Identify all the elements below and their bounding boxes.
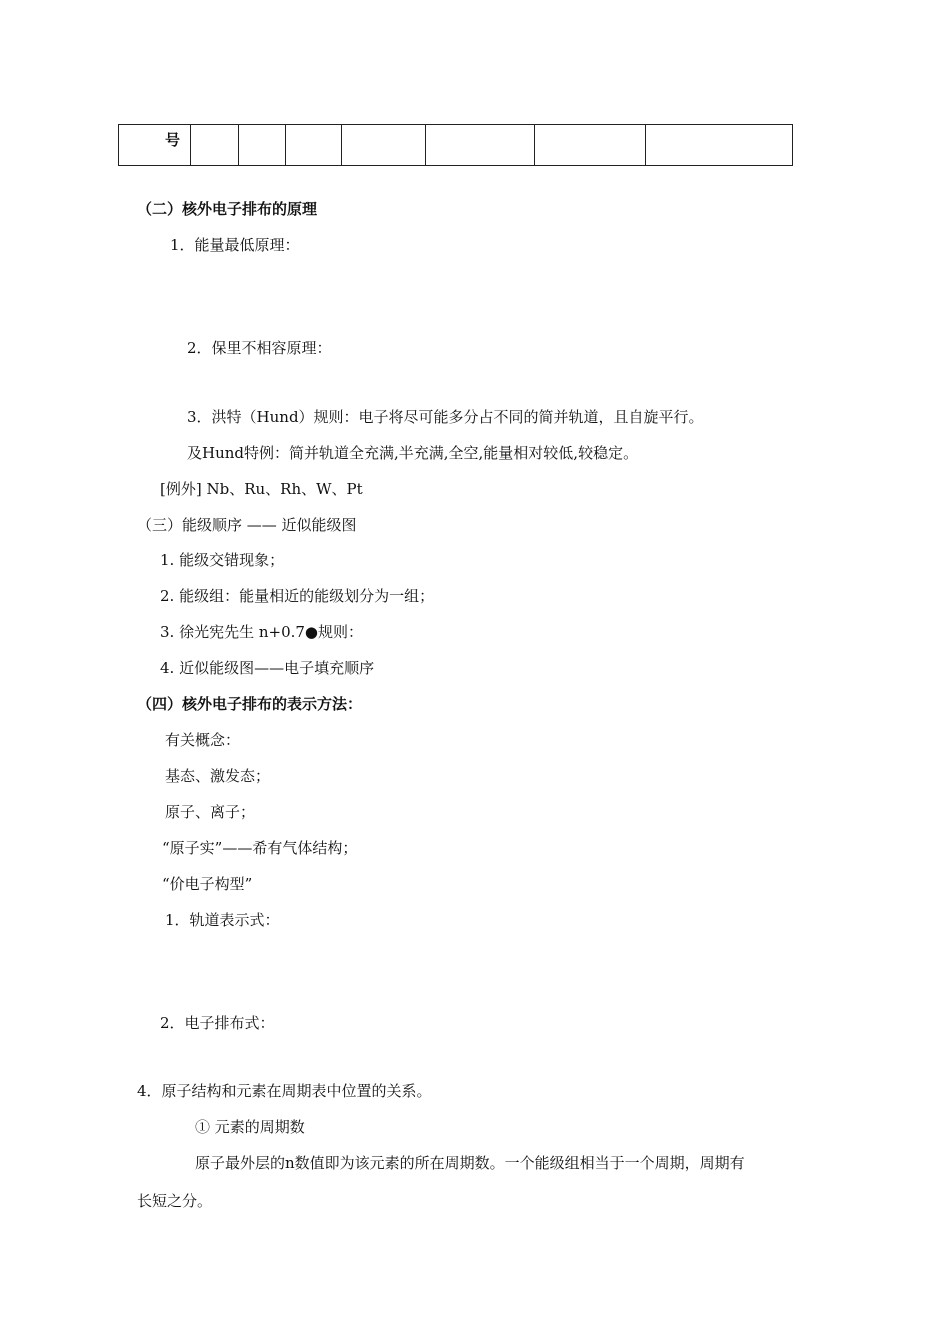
list-item: 3．洪特（Hund）规则：电子将尽可能多分占不同的简并轨道，且自旋平行。 (187, 408, 704, 426)
paragraph: “原子实”——希有气体结构； (162, 839, 358, 857)
paragraph: 基态、激发态； (165, 767, 271, 785)
paragraph: 原子最外层的n数值即为该元素的所在周期数。一个能级组相当于一个周期，周期有 (195, 1154, 745, 1172)
list-item: 2. 能级组：能量相近的能级划分为一组； (160, 587, 435, 605)
list-item: 1. 能级交错现象； (160, 551, 285, 569)
list-item: 1．能量最低原理： (170, 236, 300, 254)
section-heading: （三）能级顺序 —— 近似能级图 (137, 516, 357, 534)
table-cell (646, 125, 793, 166)
list-item: 1．轨道表示式： (165, 911, 280, 929)
table-cell (426, 125, 535, 166)
section-heading: 4．原子结构和元素在周期表中位置的关系。 (137, 1082, 432, 1100)
table-cell: 号 (119, 125, 191, 166)
paragraph: “价电子构型” (162, 875, 253, 893)
element-table (118, 124, 793, 166)
paragraph: 及Hund特例：简并轨道全充满,半充满,全空,能量相对较低,较稳定。 (187, 444, 639, 462)
table-cell (191, 125, 239, 166)
table-row (119, 125, 793, 166)
paragraph: 长短之分。 (137, 1192, 213, 1210)
table-cell (535, 125, 646, 166)
list-item: 2．保里不相容原理： (187, 339, 332, 357)
section-heading: （二）核外电子排布的原理 (137, 200, 318, 218)
sub-heading: ① 元素的周期数 (195, 1118, 305, 1136)
table-cell (239, 125, 286, 166)
list-item: 4. 近似能级图——电子填充顺序 (160, 659, 375, 677)
paragraph: 原子、离子； (165, 803, 256, 821)
paragraph: 有关概念： (165, 731, 241, 749)
table-cell (342, 125, 426, 166)
paragraph: [例外] Nb、Ru、Rh、W、Pt (160, 480, 363, 498)
section-heading: （四）核外电子排布的表示方法： (137, 695, 363, 713)
list-item: 3. 徐光宪先生 n+0.7●规则： (160, 623, 364, 641)
table-cell (286, 125, 342, 166)
list-item: 2．电子排布式： (160, 1014, 275, 1032)
